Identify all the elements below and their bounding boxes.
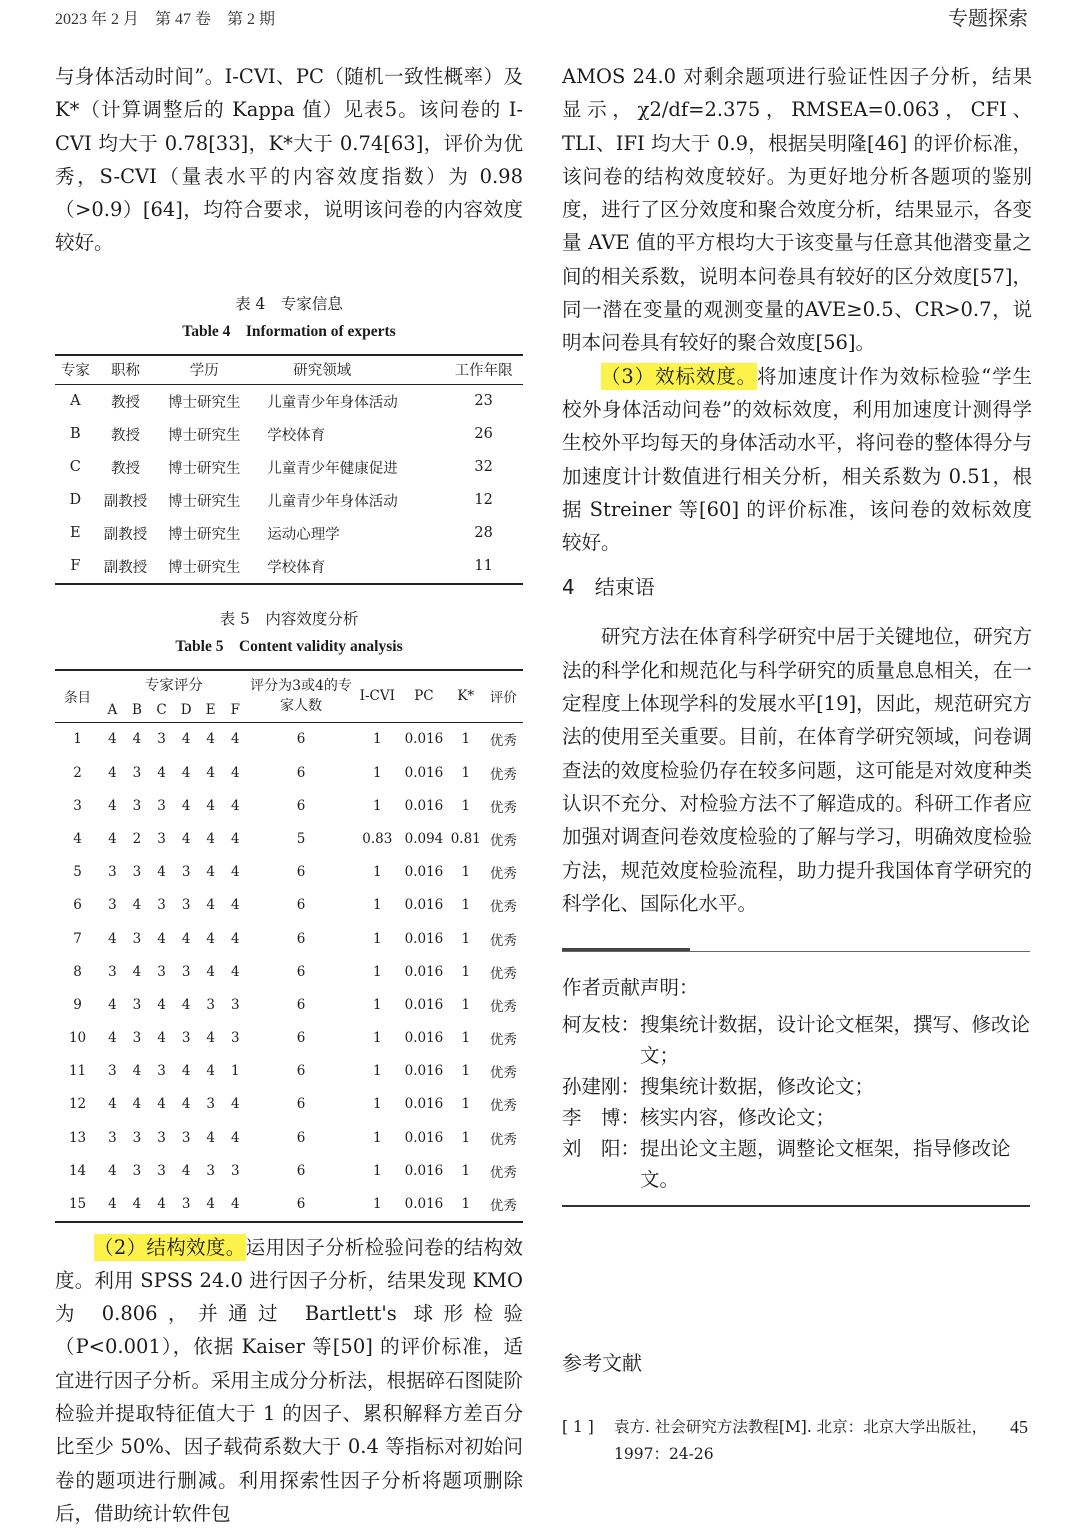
t5-cell: 4 bbox=[157, 1096, 166, 1113]
t5-header-expert-letter: F bbox=[230, 701, 240, 718]
t5-header-expert-letter: A bbox=[107, 701, 118, 718]
t5-cell: 优秀 bbox=[489, 899, 517, 916]
contrib-text: 搜集统计数据，设计论文框架，撰写、修改论文； bbox=[640, 1013, 1031, 1068]
table4-row bbox=[55, 451, 523, 484]
t5-cell: 1 bbox=[461, 963, 471, 980]
t5-cell: 3 bbox=[230, 1030, 240, 1047]
t5-cell: 0.016 bbox=[404, 1162, 444, 1179]
t4-cell: 博士研究生 bbox=[168, 427, 241, 444]
t5-cell: 1 bbox=[461, 1129, 471, 1146]
table5-row bbox=[55, 722, 523, 756]
t5-cell: 13 bbox=[68, 1129, 87, 1146]
t5-cell: 0.81 bbox=[450, 830, 481, 847]
t5-cell: 优秀 bbox=[489, 1065, 517, 1082]
t5-cell: 优秀 bbox=[489, 832, 517, 849]
table5-caption-en: Table 5 Content validity analysis bbox=[175, 637, 403, 655]
t5-cell: 6 bbox=[296, 1096, 306, 1113]
t5-cell: 1 bbox=[73, 731, 82, 748]
t4-cell: 儿童青少年身体活动 bbox=[267, 394, 398, 411]
contrib-title: 作者贡献声明： bbox=[562, 976, 699, 1000]
t5-cell: 4 bbox=[157, 1196, 166, 1212]
right-column bbox=[562, 60, 1032, 1468]
t4-cell: 32 bbox=[474, 459, 493, 476]
t5-cell: 4 bbox=[230, 731, 240, 748]
t5-cell: 4 bbox=[206, 830, 216, 847]
contrib-name: 孙建刚： bbox=[562, 1075, 641, 1099]
criterion-validity-text: 将加速度计作为效标检验“学生校外身体活动问卷”的效标效度，利用加速度计测得学生校外平均每天的身体活动水平，将问卷的整体得分与加速度计计数值进行相关分析，相关系数为 0.51，根据 Streiner 等[60] 的评价标准，该问卷的效标效度较好。 bbox=[562, 364, 1032, 555]
t5-cell: 4 bbox=[181, 797, 191, 814]
t5-cell: 4 bbox=[206, 1196, 216, 1212]
table4-caption-cn: 表 4 专家信息 bbox=[235, 294, 343, 313]
t5-cell: 3 bbox=[157, 797, 166, 814]
t5-cell: 4 bbox=[108, 764, 117, 781]
t5-cell: 6 bbox=[296, 764, 306, 781]
t5-cell: 6 bbox=[296, 1063, 306, 1080]
table4-row bbox=[55, 517, 523, 550]
t5-cell: 4 bbox=[206, 930, 216, 947]
t5-cell: 3 bbox=[206, 996, 216, 1013]
t5-cell: 11 bbox=[68, 1063, 87, 1080]
t5-cell: 1 bbox=[461, 1030, 471, 1047]
contrib-list bbox=[562, 1009, 1032, 1195]
t5-cell: 1 bbox=[372, 1129, 382, 1146]
t4-header-cell: 专家 bbox=[55, 355, 96, 385]
t5-cell: 0.016 bbox=[404, 930, 444, 947]
t4-cell: 博士研究生 bbox=[168, 394, 241, 411]
t5-cell: 3 bbox=[132, 996, 142, 1013]
t4-cell: 博士研究生 bbox=[168, 493, 241, 510]
t5-cell: 4 bbox=[181, 1063, 191, 1080]
t5-cell: 0.016 bbox=[404, 1030, 444, 1047]
t5-cell: 4 bbox=[206, 797, 216, 814]
t5-cell: 3 bbox=[132, 1162, 142, 1179]
t5-cell: 3 bbox=[132, 1129, 142, 1146]
t4-cell: 博士研究生 bbox=[168, 460, 241, 477]
t4-cell: 副教授 bbox=[103, 526, 148, 543]
t5-header-count: 评分为3或4的专家人数 bbox=[250, 678, 352, 715]
t5-cell: 4 bbox=[230, 1096, 240, 1113]
t5-cell: 4 bbox=[108, 1196, 117, 1212]
references-title: 参考文献 bbox=[562, 1351, 642, 1376]
t5-header-eval: 评价 bbox=[489, 690, 517, 707]
t5-cell: 3 bbox=[157, 963, 166, 980]
table5-row bbox=[55, 1121, 523, 1154]
t5-header-icvi: I-CVI bbox=[359, 688, 395, 705]
t5-cell: 2 bbox=[132, 830, 142, 847]
t5-cell: 4 bbox=[206, 1063, 216, 1080]
t5-cell: 6 bbox=[296, 996, 306, 1013]
t5-cell: 4 bbox=[132, 1096, 142, 1113]
t4-header-cell: 职称 bbox=[96, 355, 156, 385]
table5-row bbox=[55, 955, 523, 988]
table5-block bbox=[55, 605, 523, 1223]
criterion-validity-heading: （3）效标效度。 bbox=[601, 364, 757, 388]
t5-cell: 1 bbox=[372, 963, 382, 980]
contrib-name: 李 博： bbox=[562, 1106, 641, 1130]
t5-cell: 1 bbox=[461, 731, 471, 748]
intro-paragraph: 与身体活动时间”。I-CVI、PC（随机一致性概率）及K*（计算调整后的 Kappa 值）见表5。该问卷的 I-CVI 均大于 0.78[33]，K*大于 0.74[63]，评价为优秀，S-CVI（量表水平的内容效度指数）为 0.98（>0.9）[64]，均符合要求，说明该问卷的内容效度较好。 bbox=[55, 65, 523, 255]
t4-cell: 儿童青少年健康促进 bbox=[267, 460, 398, 477]
t5-cell: 3 bbox=[181, 1129, 191, 1146]
t5-cell: 4 bbox=[206, 1030, 216, 1047]
t5-cell: 10 bbox=[68, 1030, 87, 1047]
t4-header-cell: 工作年限 bbox=[444, 355, 523, 385]
t4-cell: D bbox=[69, 492, 82, 509]
t5-cell: 4 bbox=[230, 830, 240, 847]
t5-header-item: 条目 bbox=[64, 690, 92, 707]
t5-cell: 4 bbox=[181, 1096, 191, 1113]
t4-cell: 运动心理学 bbox=[267, 526, 340, 543]
t5-cell: 0.016 bbox=[404, 1063, 444, 1080]
t5-cell: 3 bbox=[132, 764, 142, 781]
contrib-item bbox=[562, 1102, 1032, 1133]
t5-header-expert-letter: B bbox=[132, 701, 142, 718]
t5-header-expert-letter: D bbox=[180, 701, 192, 718]
table5-row bbox=[55, 856, 523, 889]
t5-cell: 1 bbox=[372, 731, 382, 748]
t5-cell: 6 bbox=[296, 930, 306, 947]
t5-cell: 3 bbox=[157, 830, 166, 847]
t5-cell: 4 bbox=[181, 1162, 191, 1179]
t4-cell: 副教授 bbox=[103, 493, 148, 510]
t5-cell: 4 bbox=[132, 731, 142, 748]
reference-item bbox=[562, 1414, 1032, 1468]
t5-cell: 4 bbox=[230, 897, 240, 914]
t4-cell: 副教授 bbox=[103, 559, 148, 576]
t5-cell: 1 bbox=[461, 764, 471, 781]
t5-cell: 3 bbox=[132, 930, 142, 947]
table5-row bbox=[55, 789, 523, 822]
t5-cell: 4 bbox=[108, 797, 117, 814]
t4-cell: 教授 bbox=[111, 394, 141, 411]
t5-cell: 优秀 bbox=[489, 766, 517, 783]
t4-cell: 26 bbox=[474, 426, 493, 443]
t5-cell: 3 bbox=[157, 731, 166, 748]
t5-cell: 4 bbox=[108, 1162, 117, 1179]
t5-cell: 6 bbox=[296, 963, 306, 980]
t5-cell: 1 bbox=[372, 764, 382, 781]
t5-cell: 4 bbox=[181, 731, 191, 748]
t5-cell: 0.016 bbox=[404, 897, 444, 914]
t5-cell: 6 bbox=[296, 797, 306, 814]
t5-cell: 4 bbox=[108, 930, 117, 947]
t5-cell: 3 bbox=[181, 897, 191, 914]
t4-cell: 11 bbox=[474, 558, 493, 575]
t5-cell: 6 bbox=[296, 1162, 306, 1179]
t5-header-k: K* bbox=[457, 688, 475, 705]
t4-cell: 儿童青少年身体活动 bbox=[267, 493, 398, 510]
t5-cell: 3 bbox=[108, 1063, 117, 1080]
t4-cell: 23 bbox=[474, 393, 493, 410]
t5-cell: 4 bbox=[132, 1063, 142, 1080]
t5-cell: 4 bbox=[230, 1196, 240, 1212]
table4-caption-en: Table 4 Information of experts bbox=[182, 322, 396, 340]
t4-cell: F bbox=[70, 558, 81, 575]
t5-cell: 1 bbox=[372, 1063, 382, 1080]
t5-cell: 1 bbox=[372, 1030, 382, 1047]
t5-cell: 1 bbox=[461, 1063, 471, 1080]
table5-row bbox=[55, 1187, 523, 1221]
t5-cell: 4 bbox=[108, 731, 117, 748]
t5-cell: 3 bbox=[181, 1196, 191, 1212]
structural-validity-paragraph bbox=[55, 1231, 523, 1530]
t5-cell: 4 bbox=[108, 1096, 117, 1113]
t5-cell: 3 bbox=[157, 1129, 166, 1146]
t5-cell: 0.094 bbox=[404, 830, 444, 847]
t5-cell: 6 bbox=[73, 897, 82, 914]
t5-cell: 3 bbox=[206, 1096, 216, 1113]
contrib-text: 搜集统计数据，修改论文； bbox=[640, 1075, 875, 1099]
t5-cell: 3 bbox=[108, 963, 117, 980]
conclusion-paragraph: 研究方法在体育科学研究中居于关键地位，研究方法的科学化和规范化与科学研究的质量息息相关，在一定程度上体现学科的发展水平[19]，因此，规范研究方法的使用至关重要。目前，在体育学研究领域，问卷调查法的效度检验仍存在较多问题，这可能是对效度种类认识不充分、对检验方法不了解造成的。科研工作者应加强对调查问卷效度检验的了解与学习，明确效度检验方法，规范效度检验流程，助力提升我国体育学研究的科学化、国际化水平。 bbox=[562, 625, 1032, 915]
t5-cell: 优秀 bbox=[489, 932, 517, 949]
t5-cell: 优秀 bbox=[489, 1164, 517, 1181]
t5-cell: 0.016 bbox=[404, 996, 444, 1013]
t5-cell: 4 bbox=[157, 930, 166, 947]
t5-cell: 3 bbox=[108, 1129, 117, 1146]
t5-cell: 1 bbox=[372, 1096, 382, 1113]
t5-cell: 4 bbox=[206, 764, 216, 781]
journal-issue: 2023 年 2 月 第 47 卷 第 2 期 bbox=[55, 11, 276, 28]
t5-cell: 1 bbox=[372, 930, 382, 947]
t4-cell: 教授 bbox=[111, 427, 141, 444]
t5-cell: 4 bbox=[230, 963, 240, 980]
t5-cell: 4 bbox=[132, 1196, 142, 1212]
t5-cell: 3 bbox=[132, 864, 142, 881]
contrib-name: 刘 阳： bbox=[562, 1137, 641, 1161]
t5-cell: 4 bbox=[230, 930, 240, 947]
t5-cell: 4 bbox=[206, 963, 216, 980]
t5-cell: 1 bbox=[461, 864, 471, 881]
cfa-paragraph: AMOS 24.0 对剩余题项进行验证性因子分析，结果显示，χ2/df=2.375，RMSEA=0.063，CFI、TLI、IFI 均大于 0.9，根据吴明隆[46] 的评价标准，该问卷的结构效度较好。为更好地分析各题项的鉴别度，进行了区分效度和聚合效度分析，结果显示，各变量 AVE 值的平方根均大于该变量与任意其他潜变量之间的相关系数，说明本问卷具有较好的区分效度[57]，同一潜在变量的观测变量的AVE≥0.5、CR>0.7，说明本问卷具有较好的聚合效度[56]。 bbox=[562, 65, 1032, 355]
contrib-divider bbox=[562, 948, 1032, 954]
t5-cell: 1 bbox=[372, 1162, 382, 1179]
t4-cell: 学校体育 bbox=[267, 427, 326, 444]
t5-cell: 3 bbox=[73, 797, 82, 814]
table5-row bbox=[55, 822, 523, 855]
t5-cell: 4 bbox=[108, 830, 117, 847]
reference-text: 袁方. 社会研究方法教程[M]. 北京：北京大学出版社，1997：24-26 bbox=[614, 1418, 988, 1464]
t5-cell: 4 bbox=[108, 996, 117, 1013]
t5-cell: 1 bbox=[372, 797, 382, 814]
t5-cell: 1 bbox=[461, 1196, 471, 1212]
t5-cell: 2 bbox=[73, 764, 82, 781]
t5-cell: 1 bbox=[461, 996, 471, 1013]
table5-row bbox=[55, 988, 523, 1021]
t4-cell: 教授 bbox=[111, 460, 141, 477]
t5-cell: 4 bbox=[157, 1030, 166, 1047]
t5-cell: 优秀 bbox=[489, 866, 517, 883]
t5-cell: 4 bbox=[206, 897, 216, 914]
t5-cell: 优秀 bbox=[489, 1131, 517, 1148]
t5-header-pc: PC bbox=[414, 688, 434, 705]
t5-cell: 6 bbox=[296, 1196, 306, 1212]
t5-cell: 优秀 bbox=[489, 998, 517, 1015]
t5-cell: 4 bbox=[206, 731, 216, 748]
table5-caption-cn: 表 5 内容效度分析 bbox=[219, 609, 359, 628]
t5-cell: 5 bbox=[73, 864, 82, 881]
t5-cell: 0.016 bbox=[404, 1196, 444, 1212]
table5-row bbox=[55, 756, 523, 789]
t5-cell: 4 bbox=[230, 764, 240, 781]
t5-cell: 0.016 bbox=[404, 764, 444, 781]
t5-cell: 1 bbox=[461, 1096, 471, 1113]
table5-row bbox=[55, 1055, 523, 1088]
contrib-item bbox=[562, 1133, 1032, 1195]
table4-row bbox=[55, 418, 523, 451]
t5-cell: 1 bbox=[230, 1063, 240, 1080]
t5-cell: 6 bbox=[296, 731, 306, 748]
t5-cell: 4 bbox=[181, 830, 191, 847]
t5-cell: 4 bbox=[181, 996, 191, 1013]
t5-cell: 0.016 bbox=[404, 864, 444, 881]
t5-cell: 3 bbox=[132, 797, 142, 814]
t5-cell: 6 bbox=[296, 1129, 306, 1146]
t5-cell: 3 bbox=[157, 1063, 166, 1080]
reference-number: [ 1 ] bbox=[562, 1418, 594, 1437]
table5-row bbox=[55, 889, 523, 922]
t5-cell: 1 bbox=[461, 797, 471, 814]
t5-cell: 优秀 bbox=[489, 733, 517, 750]
t4-cell: B bbox=[70, 426, 81, 443]
t5-cell: 4 bbox=[132, 897, 142, 914]
t5-header-expert: 专家评分 bbox=[144, 677, 203, 694]
contrib-item bbox=[562, 1009, 1032, 1071]
t4-cell: E bbox=[70, 525, 81, 542]
t5-cell: 4 bbox=[181, 764, 191, 781]
t5-cell: 0.016 bbox=[404, 731, 444, 748]
t5-cell: 9 bbox=[73, 996, 82, 1013]
t5-cell: 14 bbox=[68, 1162, 87, 1179]
t5-cell: 3 bbox=[157, 1162, 166, 1179]
table5-row bbox=[55, 1021, 523, 1054]
t4-header-cell: 学历 bbox=[155, 355, 253, 385]
t5-cell: 优秀 bbox=[489, 1032, 517, 1049]
t5-cell: 7 bbox=[73, 930, 82, 947]
t5-cell: 1 bbox=[372, 1196, 382, 1212]
structural-validity-heading: （2）结构效度。 bbox=[94, 1235, 246, 1259]
t5-cell: 4 bbox=[157, 996, 166, 1013]
t4-cell: C bbox=[69, 459, 81, 476]
t5-cell: 1 bbox=[461, 930, 471, 947]
criterion-validity-paragraph bbox=[562, 360, 1032, 560]
t5-cell: 6 bbox=[296, 897, 306, 914]
contrib-item bbox=[562, 1071, 1032, 1102]
t4-cell: 博士研究生 bbox=[168, 559, 241, 576]
t5-cell: 0.016 bbox=[404, 797, 444, 814]
left-column bbox=[55, 60, 523, 1530]
t4-cell: 12 bbox=[474, 492, 493, 509]
t4-cell: 博士研究生 bbox=[168, 526, 241, 543]
t5-header-expert-letter: E bbox=[205, 701, 216, 718]
t5-cell: 12 bbox=[68, 1096, 87, 1113]
t5-cell: 3 bbox=[230, 1162, 240, 1179]
t5-cell: 4 bbox=[181, 930, 191, 947]
t5-cell: 3 bbox=[181, 864, 191, 881]
table5-row bbox=[55, 1088, 523, 1121]
t5-cell: 3 bbox=[157, 897, 166, 914]
t5-cell: 4 bbox=[108, 1030, 117, 1047]
t5-cell: 0.016 bbox=[404, 963, 444, 980]
t5-cell: 1 bbox=[372, 897, 382, 914]
structural-validity-text: 运用因子分析检验问卷的结构效度。利用 SPSS 24.0 进行因子分析，结果发现 KMO 为 0.806，并通过 Bartlett's 球形检验（P<0.001），依据 Kaiser 等[50] 的评价标准，适宜进行因子分析。采用主成分分析法，根据碎石图陡阶检验并提取特征值大于 1 的因子、累积解释方差百分比至少 50%、因子载荷系数大于 0.4 等指标对初始问卷的题项进行删减。利用探索性因子分析将题项删除后，借助统计软件包 bbox=[55, 1235, 524, 1525]
t5-cell: 8 bbox=[73, 963, 82, 980]
t5-cell: 0.016 bbox=[404, 1129, 444, 1146]
contrib-text: 核实内容，修改论文； bbox=[640, 1106, 836, 1130]
table4-block bbox=[55, 290, 523, 585]
t5-cell: 4 bbox=[73, 830, 82, 847]
t5-cell: 3 bbox=[132, 1030, 142, 1047]
table5 bbox=[55, 669, 523, 1223]
table5-row bbox=[55, 1154, 523, 1187]
t4-header-cell: 研究领域 bbox=[253, 355, 444, 385]
t5-cell: 优秀 bbox=[489, 965, 517, 982]
t5-cell: 5 bbox=[296, 830, 306, 847]
contrib-name: 柯友枝： bbox=[562, 1013, 641, 1037]
contrib-bottom-rule bbox=[562, 1205, 1030, 1207]
t5-cell: 3 bbox=[230, 996, 240, 1013]
t5-cell: 4 bbox=[206, 864, 216, 881]
table5-row bbox=[55, 922, 523, 955]
section-title-conclusion: 4 结束语 bbox=[562, 575, 655, 600]
t4-cell: 学校体育 bbox=[267, 559, 326, 576]
table4-row bbox=[55, 384, 523, 418]
t5-cell: 3 bbox=[181, 1030, 191, 1047]
t5-cell: 4 bbox=[206, 1129, 216, 1146]
t5-cell: 1 bbox=[372, 864, 382, 881]
t5-cell: 3 bbox=[108, 897, 117, 914]
t5-cell: 4 bbox=[157, 764, 166, 781]
page-number: 45 bbox=[1010, 1417, 1028, 1437]
t5-cell: 3 bbox=[206, 1162, 216, 1179]
t5-cell: 6 bbox=[296, 1030, 306, 1047]
t4-cell: 28 bbox=[474, 525, 493, 542]
t5-cell: 15 bbox=[68, 1196, 87, 1212]
t5-cell: 优秀 bbox=[489, 799, 517, 816]
t5-cell: 1 bbox=[461, 1162, 471, 1179]
t5-cell: 3 bbox=[108, 864, 117, 881]
t5-cell: 优秀 bbox=[489, 1098, 517, 1115]
contrib-text: 提出论文主题，调整论文框架，指导修改论文。 bbox=[640, 1137, 1011, 1192]
t5-cell: 0.83 bbox=[362, 830, 393, 847]
t5-cell: 3 bbox=[181, 963, 191, 980]
t5-cell: 6 bbox=[296, 864, 306, 881]
section-label: 专题探索 bbox=[948, 6, 1028, 30]
t5-header-expert-letter: C bbox=[156, 701, 167, 718]
t4-cell: A bbox=[70, 393, 81, 410]
t5-cell: 4 bbox=[132, 963, 142, 980]
table4 bbox=[55, 354, 523, 585]
table4-row bbox=[55, 550, 523, 584]
t5-cell: 1 bbox=[372, 996, 382, 1013]
t5-cell: 4 bbox=[230, 797, 240, 814]
t5-cell: 1 bbox=[461, 897, 471, 914]
t5-cell: 0.016 bbox=[404, 1096, 444, 1113]
t5-cell: 4 bbox=[230, 1129, 240, 1146]
table4-row bbox=[55, 484, 523, 517]
t5-cell: 优秀 bbox=[489, 1198, 517, 1214]
t5-cell: 4 bbox=[230, 864, 240, 881]
t5-cell: 4 bbox=[157, 864, 166, 881]
